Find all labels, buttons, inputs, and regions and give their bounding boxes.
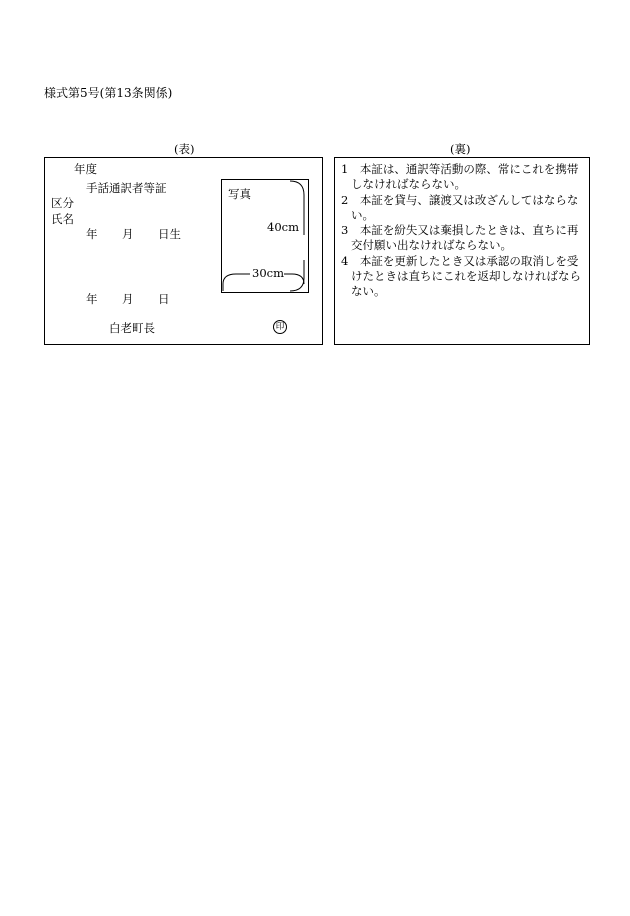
- note-item: 4 本証を更新したとき又は承認の取消しを受けたときは直ちにこれを返却しなければならない。: [341, 253, 581, 299]
- birth-day-label: 日生: [158, 227, 181, 241]
- photo-label: 写真: [228, 187, 251, 201]
- issuer-label: 白老町長: [109, 321, 155, 335]
- photo-frame: [221, 179, 309, 293]
- card-front: [44, 157, 323, 345]
- note-item: 3 本証を紛失又は棄損したときは、直ちに再交付願い出なければならない。: [341, 223, 579, 253]
- back-side-label: (裏): [450, 142, 471, 156]
- birth-year-label: 年: [86, 227, 98, 241]
- category-label: 区分: [51, 196, 74, 210]
- issue-year-label: 年: [86, 292, 98, 306]
- form-number-label: 様式第5号(第13条関係): [44, 86, 173, 100]
- seal-mark: 印: [273, 320, 287, 334]
- certificate-title: 手話通訳者等証: [86, 181, 167, 195]
- notes-list: [341, 162, 585, 300]
- photo-height-dimension: 40cm: [267, 220, 299, 234]
- note-item: 2 本証を貸与、譲渡又は改ざんしてはならない。: [341, 192, 579, 222]
- photo-width-dimension: 30cm: [252, 266, 284, 280]
- issue-day-label: 日: [158, 292, 170, 306]
- front-side-label: (表): [174, 142, 195, 156]
- fiscal-year-label: 年度: [74, 162, 97, 176]
- issue-month-label: 月: [122, 292, 134, 306]
- name-label: 氏名: [51, 212, 74, 226]
- birth-month-label: 月: [122, 227, 134, 241]
- note-item: 1 本証は、通訳等活動の際、常にこれを携帯しなければならない。: [341, 162, 579, 192]
- card-back: [334, 157, 590, 345]
